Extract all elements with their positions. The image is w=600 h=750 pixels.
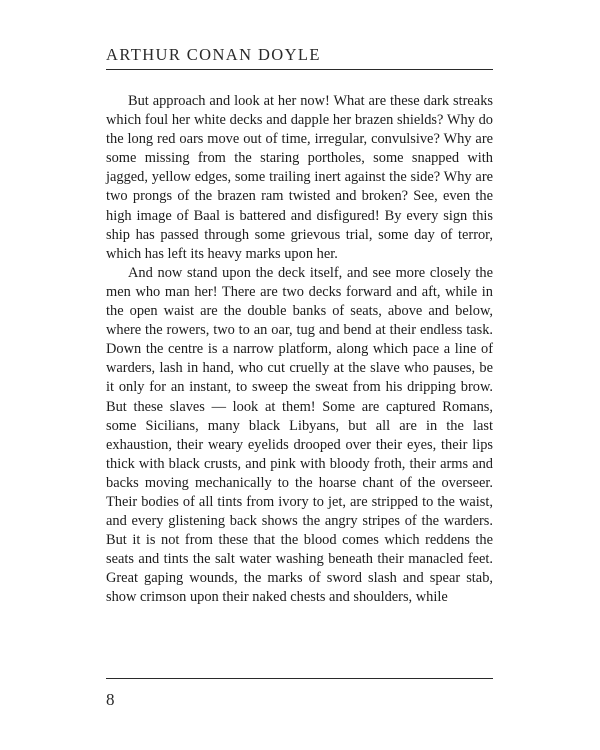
paragraph-2: And now stand upon the deck itself, and see more closely the men who man her! There are two decks forward and aft, while in the open waist are the double banks of seats, above and below, where the rowers, two to an oar, tug and bend at their endless task. Down the centre is a narrow platform, along which pace a line of warders, lash in hand, who cut cruelly at the slave who pauses, be it only for an instant, to sweep the sweat from his dripping brow. But these slaves — look at them! Some are captured Romans, some Sicilians, many black Libyans, but all are in the last exhaustion, their weary eyelids drooped over their eyes, their lips thick with black crusts, and pink with bloody froth, their arms and backs moving mechanically to the hoarse chant of the overseer. Their bodies of all tints from ivory to jet, are stripped to the waist, and every glistening back shows the angry stripes of the warders. But it is not from these that the blood comes which reddens the seats and tints the salt water washing beneath their manacled feet. Great gaping wounds, the marks of sword slash and spear stab, show crimson upon their naked chests and shoulders, while <box>106 264 493 606</box>
header-rule <box>106 69 493 70</box>
paragraph-1: But approach and look at her now! What are these dark streaks which foul her white decks and dapple her brazen shields? Why do the long red oars move out of time, irregular, convulsive? Why are some missing from the staring portholes, some snapped with jagged, yellow edges, some trailing inert against the side? Why are two prongs of the brazen ram twisted and broken? See, even the high image of Baal is battered and disfigured! By every sign this ship has passed through some grievous trial, some day of terror, which has left its heavy marks upon her. <box>106 93 493 262</box>
page-number: 8 <box>106 690 115 709</box>
running-head-title: ARTHUR CONAN DOYLE <box>106 45 321 64</box>
body-text <box>106 92 493 608</box>
footer-rule <box>106 678 493 679</box>
